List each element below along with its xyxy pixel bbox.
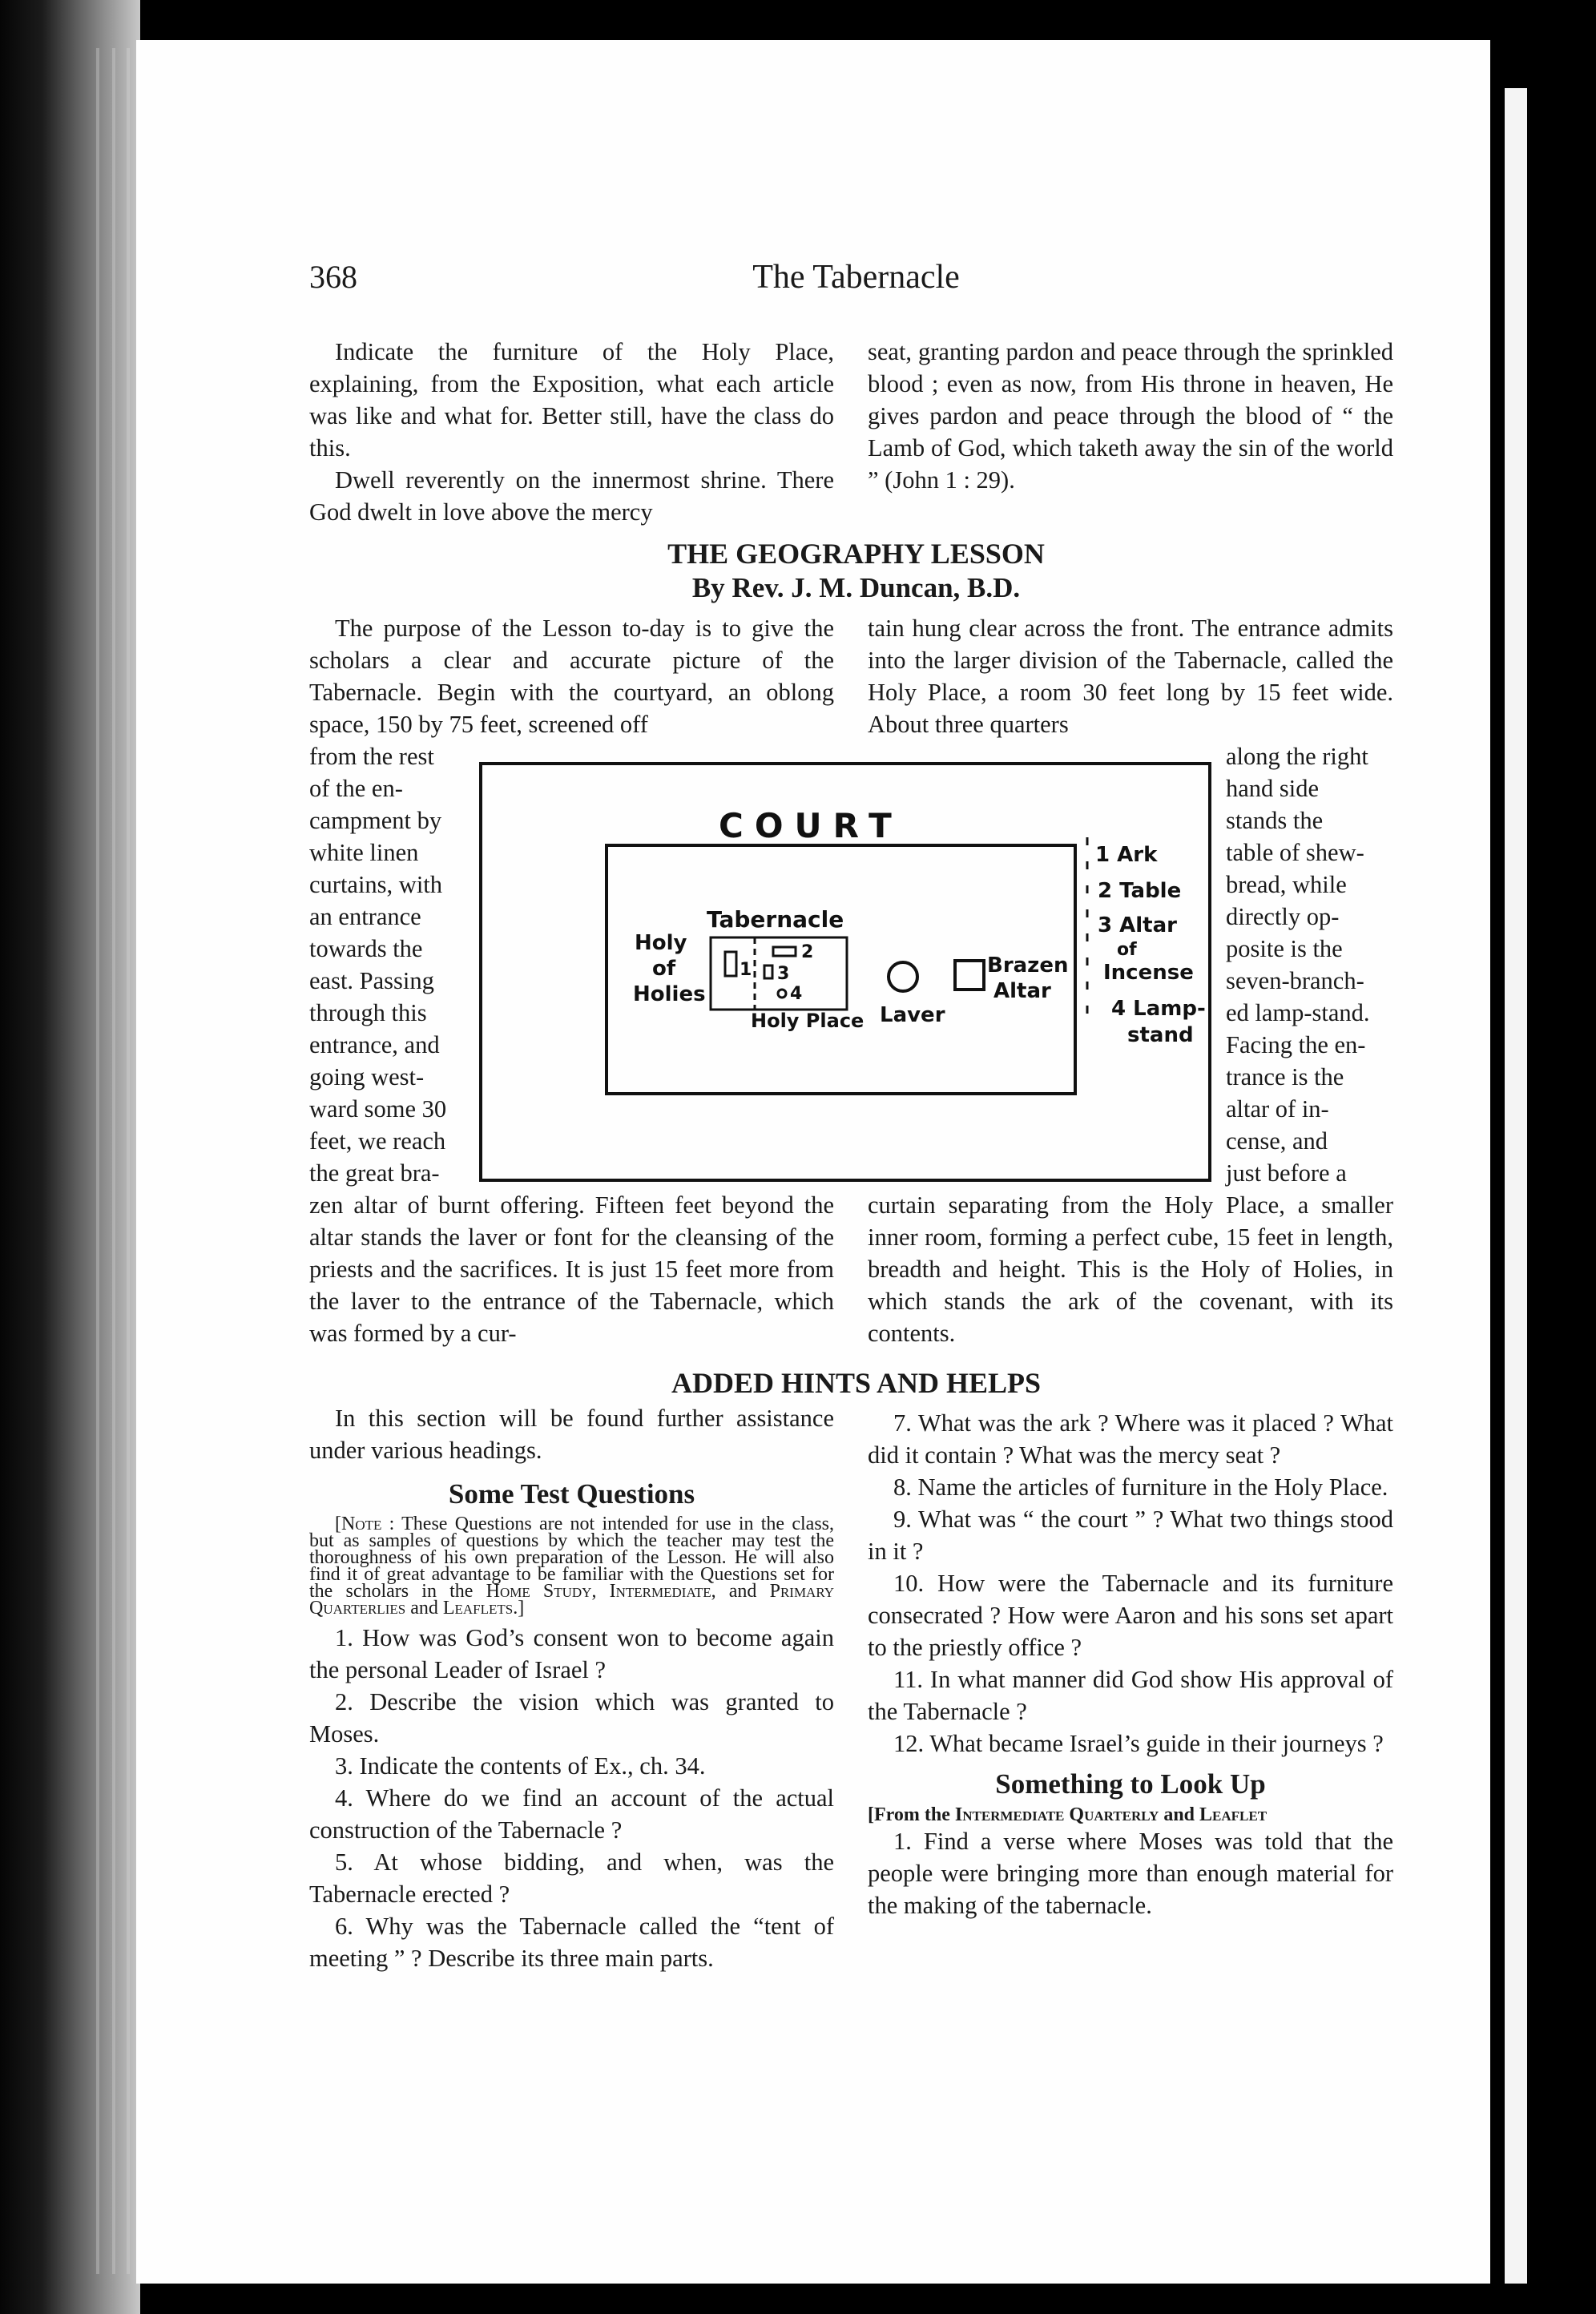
brazen-altar-symbol [955, 961, 984, 990]
text-line: from the rest [309, 743, 434, 770]
legend-item: 4 Lamp- [1111, 997, 1206, 1021]
look-up-heading: Something to Look Up [995, 1768, 1266, 1800]
geography-right-narrow [1226, 740, 1394, 1189]
text-line: ward some 30 [309, 1095, 447, 1123]
intro-right-column [868, 336, 1393, 496]
geography-left-top [309, 612, 834, 740]
note-text: , and [711, 1581, 770, 1602]
text-line: Facing the en- [1226, 1031, 1366, 1058]
test-question: 12. What became Israel’s guide in their journeys ? [893, 1730, 1384, 1757]
text-line: through this [309, 999, 427, 1026]
text-line: going west- [309, 1063, 425, 1090]
geography-byline: By Rev. J. M. Duncan, B.D. [691, 572, 1021, 603]
note-text: [ [335, 1514, 341, 1534]
tabernacle-plan-svg [474, 757, 1215, 1196]
text-line: seven-branch- [1226, 967, 1364, 994]
intro-paragraph: Indicate the furniture of the Holy Place, explaining, from the Exposition, what each article was like and what for. Better still, have the class do this. [309, 338, 834, 462]
test-question: 9. What was “ the court ” ? What two things stood in it ? [868, 1506, 1393, 1565]
table-symbol [773, 947, 796, 956]
brazen-altar-label: Brazen [987, 953, 1069, 978]
geography-paragraph: tain hung clear across the front. The entrance admits into the larger division of the Tabernacle, called the Holy Place, a room 30 feet long by 15 feet wide. About three quarters [868, 615, 1393, 738]
next-page-edge [1490, 0, 1596, 2314]
altar-of-incense-number: 3 [777, 964, 790, 984]
hints-heading: ADDED HINTS AND HELPS [671, 1367, 1042, 1399]
geography-left-narrow [309, 740, 466, 1189]
geography-paragraph: curtain separating from the Holy Place, a smaller inner room, forming a perfect cube, 15 feet in length, breadth and height. This is the Holy of Holies, in which stands the ark of the covenant, with its contents. [868, 1191, 1393, 1347]
note-publication: Primary Quarterlies [309, 1581, 835, 1619]
legend-item: of [1117, 940, 1137, 960]
text-line: stands the [1226, 807, 1324, 834]
note-text: and [405, 1598, 443, 1619]
tabernacle-label: Tabernacle [707, 906, 844, 933]
text-line: along the right [1226, 743, 1368, 770]
note-text: , [591, 1581, 610, 1602]
geography-right-top [868, 612, 1393, 740]
look-up-item: 1. Find a verse where Moses was told that the people were bringing more than enough material for the making of the tabernacle. [868, 1828, 1393, 1919]
table-number: 2 [801, 942, 814, 962]
intro-paragraph: seat, granting pardon and peace through the sprinkled blood ; even as now, from His throne in heaven, He gives pardon and peace through the blood of “ the Lamb of God, which taketh away the sin of the world ” (John 1 : 29). [868, 338, 1393, 494]
geography-right-bottom [868, 1189, 1393, 1349]
test-question: 11. In what manner did God show His approval of the Tabernacle ? [868, 1666, 1393, 1725]
note-publication: Intermediate [609, 1581, 711, 1602]
geography-paragraph: The purpose of the Lesson to-day is to give the scholars a clear and accurate picture of the Tabernacle. Begin with the courtyard, an oblong space, 150 by 75 feet, screened off [309, 615, 834, 738]
test-questions-heading: Some Test Questions [448, 1478, 695, 1510]
page-title: The Tabernacle [752, 259, 960, 296]
text-line: trance is the [1226, 1063, 1344, 1090]
legend-item: stand [1127, 1023, 1194, 1047]
text-line: altar of in- [1226, 1095, 1329, 1123]
hints-right-column [868, 1407, 1393, 1921]
text-line: of the en- [309, 775, 403, 802]
note-text: : These Questions are not intended for use in the class, but as samples of questions by which the teacher may test the thoroughness of his own preparation of the Lesson. He will also find it of great advantage to be familiar with the Questions set for the scholars in the [309, 1514, 834, 1602]
text-line: the great bra- [309, 1159, 440, 1187]
hints-intro: In this section will be found further assistance under various headings. [309, 1405, 834, 1464]
holy-of-holies-label: Holy [635, 931, 687, 955]
text-line: towards the [309, 935, 423, 962]
note-label: Note [341, 1514, 382, 1534]
text-line: cense, and [1226, 1127, 1328, 1155]
lampstand-symbol [778, 990, 786, 998]
note-publication: Leaflet [1199, 1804, 1268, 1825]
test-question: 10. How were the Tabernacle and its furniture consecrated ? How were Aaron and his sons set apart to the priestly office ? [868, 1570, 1393, 1661]
questions-note [309, 1516, 834, 1617]
intro-paragraph: Dwell reverently on the innermost shrine. There God dwelt in love above the mercy [309, 466, 834, 526]
legend-item: 1 Ark [1095, 843, 1158, 867]
text-line: campment by [309, 807, 442, 834]
text-line: feet, we reach [309, 1127, 446, 1155]
ark-symbol [725, 952, 736, 976]
note-publication: Home Study [486, 1581, 592, 1602]
page-number: 368 [309, 259, 357, 295]
text-line: table of shew- [1226, 839, 1364, 866]
test-question: 5. At whose bidding, and when, was the Tabernacle erected ? [309, 1848, 834, 1908]
laver-symbol [889, 962, 917, 991]
text-line: white linen [309, 839, 419, 866]
altar-of-incense-symbol [764, 966, 772, 978]
ark-number: 1 [740, 960, 752, 980]
holy-of-holies-label: Holies [633, 982, 706, 1006]
text-line: just before a [1226, 1159, 1347, 1187]
note-text: and [1159, 1804, 1200, 1825]
text-line: ed lamp-stand. [1226, 999, 1370, 1026]
test-question: 7. What was the ark ? Where was it placed ? What did it contain ? What was the mercy seat ? [868, 1409, 1393, 1469]
running-head [309, 258, 1403, 306]
test-question: 8. Name the articles of furniture in the Holy Place. [893, 1473, 1388, 1501]
test-question: 6. Why was the Tabernacle called the “tent of meeting ” ? Describe its three main parts. [309, 1913, 834, 1972]
text-line: bread, while [1226, 871, 1347, 898]
note-publication: Leaflets [442, 1598, 514, 1619]
test-question: 1. How was God’s consent won to become again the personal Leader of Israel ? [309, 1624, 834, 1683]
legend-item: 3 Altar [1098, 913, 1177, 937]
test-question: 4. Where do we find an account of the actual construction of the Tabernacle ? [309, 1784, 834, 1844]
legend-item: 2 Table [1098, 879, 1182, 903]
intro-left-column [309, 336, 834, 528]
geography-heading: THE GEOGRAPHY LESSON [667, 538, 1045, 570]
hints-left-column [309, 1402, 834, 1974]
geography-paragraph: zen altar of burnt offering. Fifteen feet beyond the altar stands the laver or font for the cleansing of the priests and the sacrifices. It is just 15 feet more from the laver to the entrance of the Tabernacle, which was formed by a cur- [309, 1191, 834, 1347]
book-binding-left [0, 0, 140, 2314]
brazen-altar-label: Altar [993, 979, 1051, 1003]
note-text: [From the [868, 1804, 955, 1825]
test-question: 3. Indicate the contents of Ex., ch. 34. [335, 1752, 706, 1780]
laver-label: Laver [880, 1003, 945, 1027]
holy-of-holies-label: of [652, 957, 676, 981]
text-line: hand side [1226, 775, 1320, 802]
text-line: directly op- [1226, 903, 1340, 930]
court-label: COURT [719, 806, 903, 845]
geography-left-bottom [309, 1189, 834, 1349]
holy-place-label: Holy Place [751, 1010, 864, 1032]
look-up-note [868, 1804, 1393, 1825]
tabernacle-diagram [474, 757, 1215, 1196]
lampstand-number: 4 [790, 984, 803, 1004]
note-text: .] [513, 1598, 525, 1619]
test-question: 2. Describe the vision which was granted to Moses. [309, 1688, 834, 1748]
text-line: posite is the [1226, 935, 1343, 962]
note-publication: Intermediate Quarterly [954, 1804, 1159, 1825]
text-line: an entrance [309, 903, 421, 930]
text-line: entrance, and [309, 1031, 440, 1058]
text-line: curtains, with [309, 871, 443, 898]
legend-item: Incense [1103, 961, 1194, 985]
text-line: east. Passing [309, 967, 434, 994]
